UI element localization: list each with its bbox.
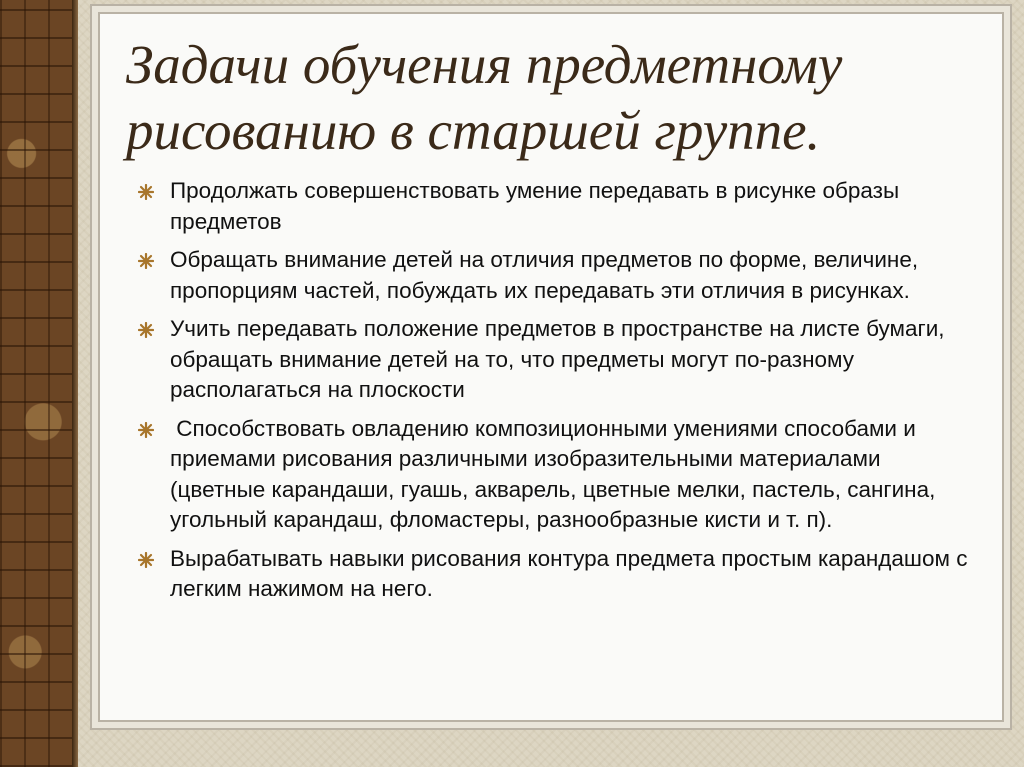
list-item-text: Учить передавать положение предметов в пространстве на листе бумаги, обращать внимание детей на то, что предметы могут по-разному располагаться на плоскости bbox=[170, 316, 945, 402]
bullet-list bbox=[128, 176, 978, 613]
list-item-text: Обращать внимание детей на отличия предметов по форме, величине, пропорциям частей, побуждать их передавать эти отличия в рисунках. bbox=[170, 247, 919, 303]
list-item-text: Продолжать совершенствовать умение передавать в рисунке образы предметов bbox=[170, 178, 900, 234]
list-item-text: Вырабатывать навыки рисования контура предмета простым карандашом с легким нажимом на него. bbox=[170, 545, 968, 601]
slide-title bbox=[126, 32, 986, 164]
title-line-1: Задачи обучения предметному bbox=[126, 34, 843, 95]
list-item bbox=[128, 544, 978, 605]
list-item bbox=[128, 245, 978, 306]
asterisk-icon bbox=[138, 552, 154, 568]
list-item-text: Способствовать овладению композиционными умениями способами и приемами рисования различными изобразительными материалами (цветные карандаши, гуашь, акварель, цветные мелки, пастель, сангина, угольный карандаш, фломастеры, разнообразные кисти и т. п). bbox=[170, 415, 942, 532]
list-item bbox=[128, 414, 978, 536]
title-line-2: рисованию в старшей группе. bbox=[126, 100, 821, 161]
decorative-wood-band bbox=[0, 0, 72, 767]
asterisk-icon bbox=[138, 322, 154, 338]
asterisk-icon bbox=[138, 184, 154, 200]
asterisk-icon bbox=[138, 253, 154, 269]
list-item bbox=[128, 314, 978, 406]
asterisk-icon bbox=[138, 422, 154, 438]
band-edge bbox=[72, 0, 78, 767]
list-item bbox=[128, 176, 978, 237]
slide-panel bbox=[98, 12, 1004, 722]
